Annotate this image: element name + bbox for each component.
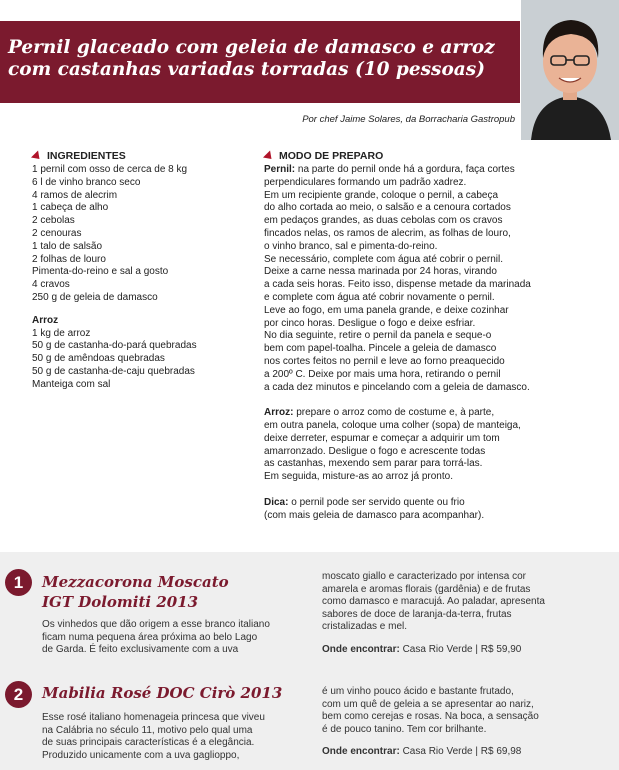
pernil-text-line: a cada seis horas. Feito isso, dispense metade da marinada xyxy=(264,279,531,291)
pernil-text-line: Se necessário, complete com água até cobrir o pernil. xyxy=(264,253,504,265)
pernil-text-line: Leve ao fogo, em uma panela grande, e deixe cozinhar xyxy=(264,304,509,316)
wine-text-line: amarela e aromas florais (gardênia) e de frutas xyxy=(322,583,531,595)
ingredients-heading xyxy=(32,150,126,162)
pernil-text-line: em pedaços grandes, as duas cebolas com os cravos xyxy=(264,215,503,227)
wine-text-line: cristalizadas e mel. xyxy=(322,621,408,633)
arroz-label: Arroz: xyxy=(264,407,294,419)
wine-text-line: com um quê de geleia a se apresentar ao nariz, xyxy=(322,698,534,710)
ingredients-list xyxy=(32,164,242,392)
chef-portrait-illustration xyxy=(521,0,619,140)
title-banner xyxy=(0,21,520,103)
ingredient-item: 250 g de geleia de damasco xyxy=(32,291,158,303)
wine-name xyxy=(42,572,229,612)
wine-text-line: Os vinhedos que dão origem a esse branco italiano xyxy=(42,619,270,630)
pernil-text-line: fincados nelas, os ramos de alecrim, as folhas de louro, xyxy=(264,227,511,239)
where-to-buy xyxy=(322,746,612,759)
arrow-down-right-icon xyxy=(263,150,275,162)
wine-description-left xyxy=(42,619,302,657)
recipe-title-line-2: com castanhas variadas torradas (10 pessoas) xyxy=(8,59,485,80)
where-label: Onde encontrar: xyxy=(322,746,400,758)
ingredient-item: 6 l de vinho branco seco xyxy=(32,176,141,188)
pernil-label: Pernil: xyxy=(264,164,296,175)
preparation-title: MODO DE PREPARO xyxy=(279,150,384,162)
arroz-first-text: prepare o arroz como de costume e, à parte, xyxy=(293,407,495,419)
wine-description-right xyxy=(322,686,612,759)
pernil-first-text: na parte do pernil onde há a gordura, faça cortes xyxy=(295,164,515,175)
ingredient-item: Pimenta-do-reino e sal a gosto xyxy=(32,266,169,278)
pernil-first-line xyxy=(264,164,584,177)
pernil-text-line: No dia seguinte, retire o pernil da panela e seque-o xyxy=(264,330,492,342)
wine-text-line: na Calábria no século 11, motivo pelo qual uma xyxy=(42,724,253,736)
wine-text-line: Esse rosé italiano homenageia princesa que viveu xyxy=(42,712,265,723)
arrow-down-right-icon xyxy=(31,150,43,162)
pernil-text-line: perpendiculares formando um padrão xadrez. xyxy=(264,176,467,188)
arroz-text-line: em outra panela, coloque uma colher (sopa) de manteiga, xyxy=(264,419,521,431)
wine-text-line: Produzido unicamente com a uva gaglioppo, xyxy=(42,749,240,761)
where-to-buy xyxy=(322,644,612,657)
pernil-text-line: nos cortes feitos no pernil e leve ao forno preaquecido xyxy=(264,355,505,367)
wine-text-line: é de pouco tanino. Tem cor brilhante. xyxy=(322,723,487,735)
pernil-text-line: a 200º C. Deixe por mais uma hora, retirando o pernil xyxy=(264,368,501,380)
arroz-text-line: amarronzado. Desligue o fogo e acrescente todas xyxy=(264,445,486,457)
wine-text-line: como damasco e maracujá. Ao paladar, apresenta xyxy=(322,596,545,608)
arroz-text-line: as castanhas, mexendo sem parar para torrá-las. xyxy=(264,458,483,470)
pernil-text-line: por cinco horas. Desligue o fogo e deixe esfriar. xyxy=(264,317,476,329)
wine-text-line: ficam numa pequena área próxima ao belo Lago xyxy=(42,631,258,643)
where-value: Casa Rio Verde | R$ 69,98 xyxy=(399,746,522,758)
ingredient-item: 1 cabeça de alho xyxy=(32,202,109,214)
pernil-text-line: Deixe a carne nessa marinada por 24 horas, virando xyxy=(264,266,497,278)
dica-label: Dica: xyxy=(264,496,289,508)
wine-text-line: moscato giallo e caracterizado por intensa cor xyxy=(322,571,526,582)
ingredient-item: 50 g de amêndoas quebradas xyxy=(32,353,165,365)
arroz-text-line: Em seguida, misture-as ao arroz já pronto. xyxy=(264,471,453,483)
wine-description-right xyxy=(322,571,612,657)
ingredient-item: 1 talo de salsão xyxy=(32,240,103,252)
wine-text-line: de Garda. É feito exclusivamente com a uva xyxy=(42,644,239,656)
wine-name-line-1: Mabilia Rosé DOC Cirò 2013 xyxy=(42,684,283,702)
chef-photo xyxy=(521,0,619,140)
arroz-first-line xyxy=(264,407,584,420)
recipe-title xyxy=(8,37,508,81)
ingredient-item: 50 g de castanha-do-pará quebradas xyxy=(32,340,197,352)
ingredient-item: 1 pernil com osso de cerca de 8 kg xyxy=(32,164,188,175)
preparation-text xyxy=(264,164,584,522)
pernil-text-line: Em um recipiente grande, coloque o pernil, a cabeça xyxy=(264,189,499,201)
dica-text-line: (com mais geleia de damasco para acompanhar). xyxy=(264,509,485,521)
wine-number-badge: 1 xyxy=(5,569,32,596)
ingredient-item: 4 ramos de alecrim xyxy=(32,189,118,201)
ingredient-item: 2 cenouras xyxy=(32,227,82,239)
ingredient-item: 2 folhas de louro xyxy=(32,253,106,265)
wine-name-line-1: Mezzacorona Moscato xyxy=(42,573,229,591)
pernil-text-line: e complete com água até cobrir novamente o pernil. xyxy=(264,291,495,303)
ingredients-title: INGREDIENTES xyxy=(47,150,126,162)
wine-name xyxy=(42,683,282,703)
pernil-text-line: do alho cortada ao meio, o salsão e a cenoura cortados xyxy=(264,202,511,214)
wine-name-line-2: IGT Dolomiti 2013 xyxy=(42,593,199,611)
wine-pairing-section xyxy=(0,552,619,770)
wine-text-line: bem como cerejas e rosas. Na boca, a sensação xyxy=(322,711,539,723)
where-label: Onde encontrar: xyxy=(322,643,400,655)
rice-subheading: Arroz xyxy=(32,314,59,326)
wine-number-badge: 2 xyxy=(5,681,32,708)
preparation-heading xyxy=(264,150,383,162)
pernil-text-line: o vinho branco, sal e pimenta-do-reino. xyxy=(264,240,438,252)
arroz-text-line: deixe derreter, espumar e começar a adquirir um tom xyxy=(264,432,500,444)
where-value: Casa Rio Verde | R$ 59,90 xyxy=(399,643,522,655)
ingredient-item: 2 cebolas xyxy=(32,215,75,227)
dica-first-text: o pernil pode ser servido quente ou frio xyxy=(288,496,465,508)
wine-text-line: é um vinho pouco ácido e bastante frutado, xyxy=(322,686,514,697)
ingredient-item: Manteiga com sal xyxy=(32,378,111,390)
recipe-title-line-1: Pernil glaceado com geleia de damasco e arroz xyxy=(8,37,495,58)
wine-text-line: de suas principais características é a elegância. xyxy=(42,737,255,749)
pernil-text-line: bem com papel-toalha. Pincele a geleia de damasco xyxy=(264,343,497,355)
wine-text-line: sabores de doce de laranja-da-terra, frutas xyxy=(322,608,512,620)
ingredient-item: 4 cravos xyxy=(32,279,70,291)
wine-description-left xyxy=(42,712,312,762)
ingredient-item: 50 g de castanha-de-caju quebradas xyxy=(32,365,195,377)
chef-credit: Por chef Jaime Solares, da Borracharia Gastropub xyxy=(302,114,515,125)
pernil-text-line: a cada dez minutos e pincelando com a geleia de damasco. xyxy=(264,381,530,393)
dica-first-line xyxy=(264,497,584,510)
ingredient-item: 1 kg de arroz xyxy=(32,327,91,339)
